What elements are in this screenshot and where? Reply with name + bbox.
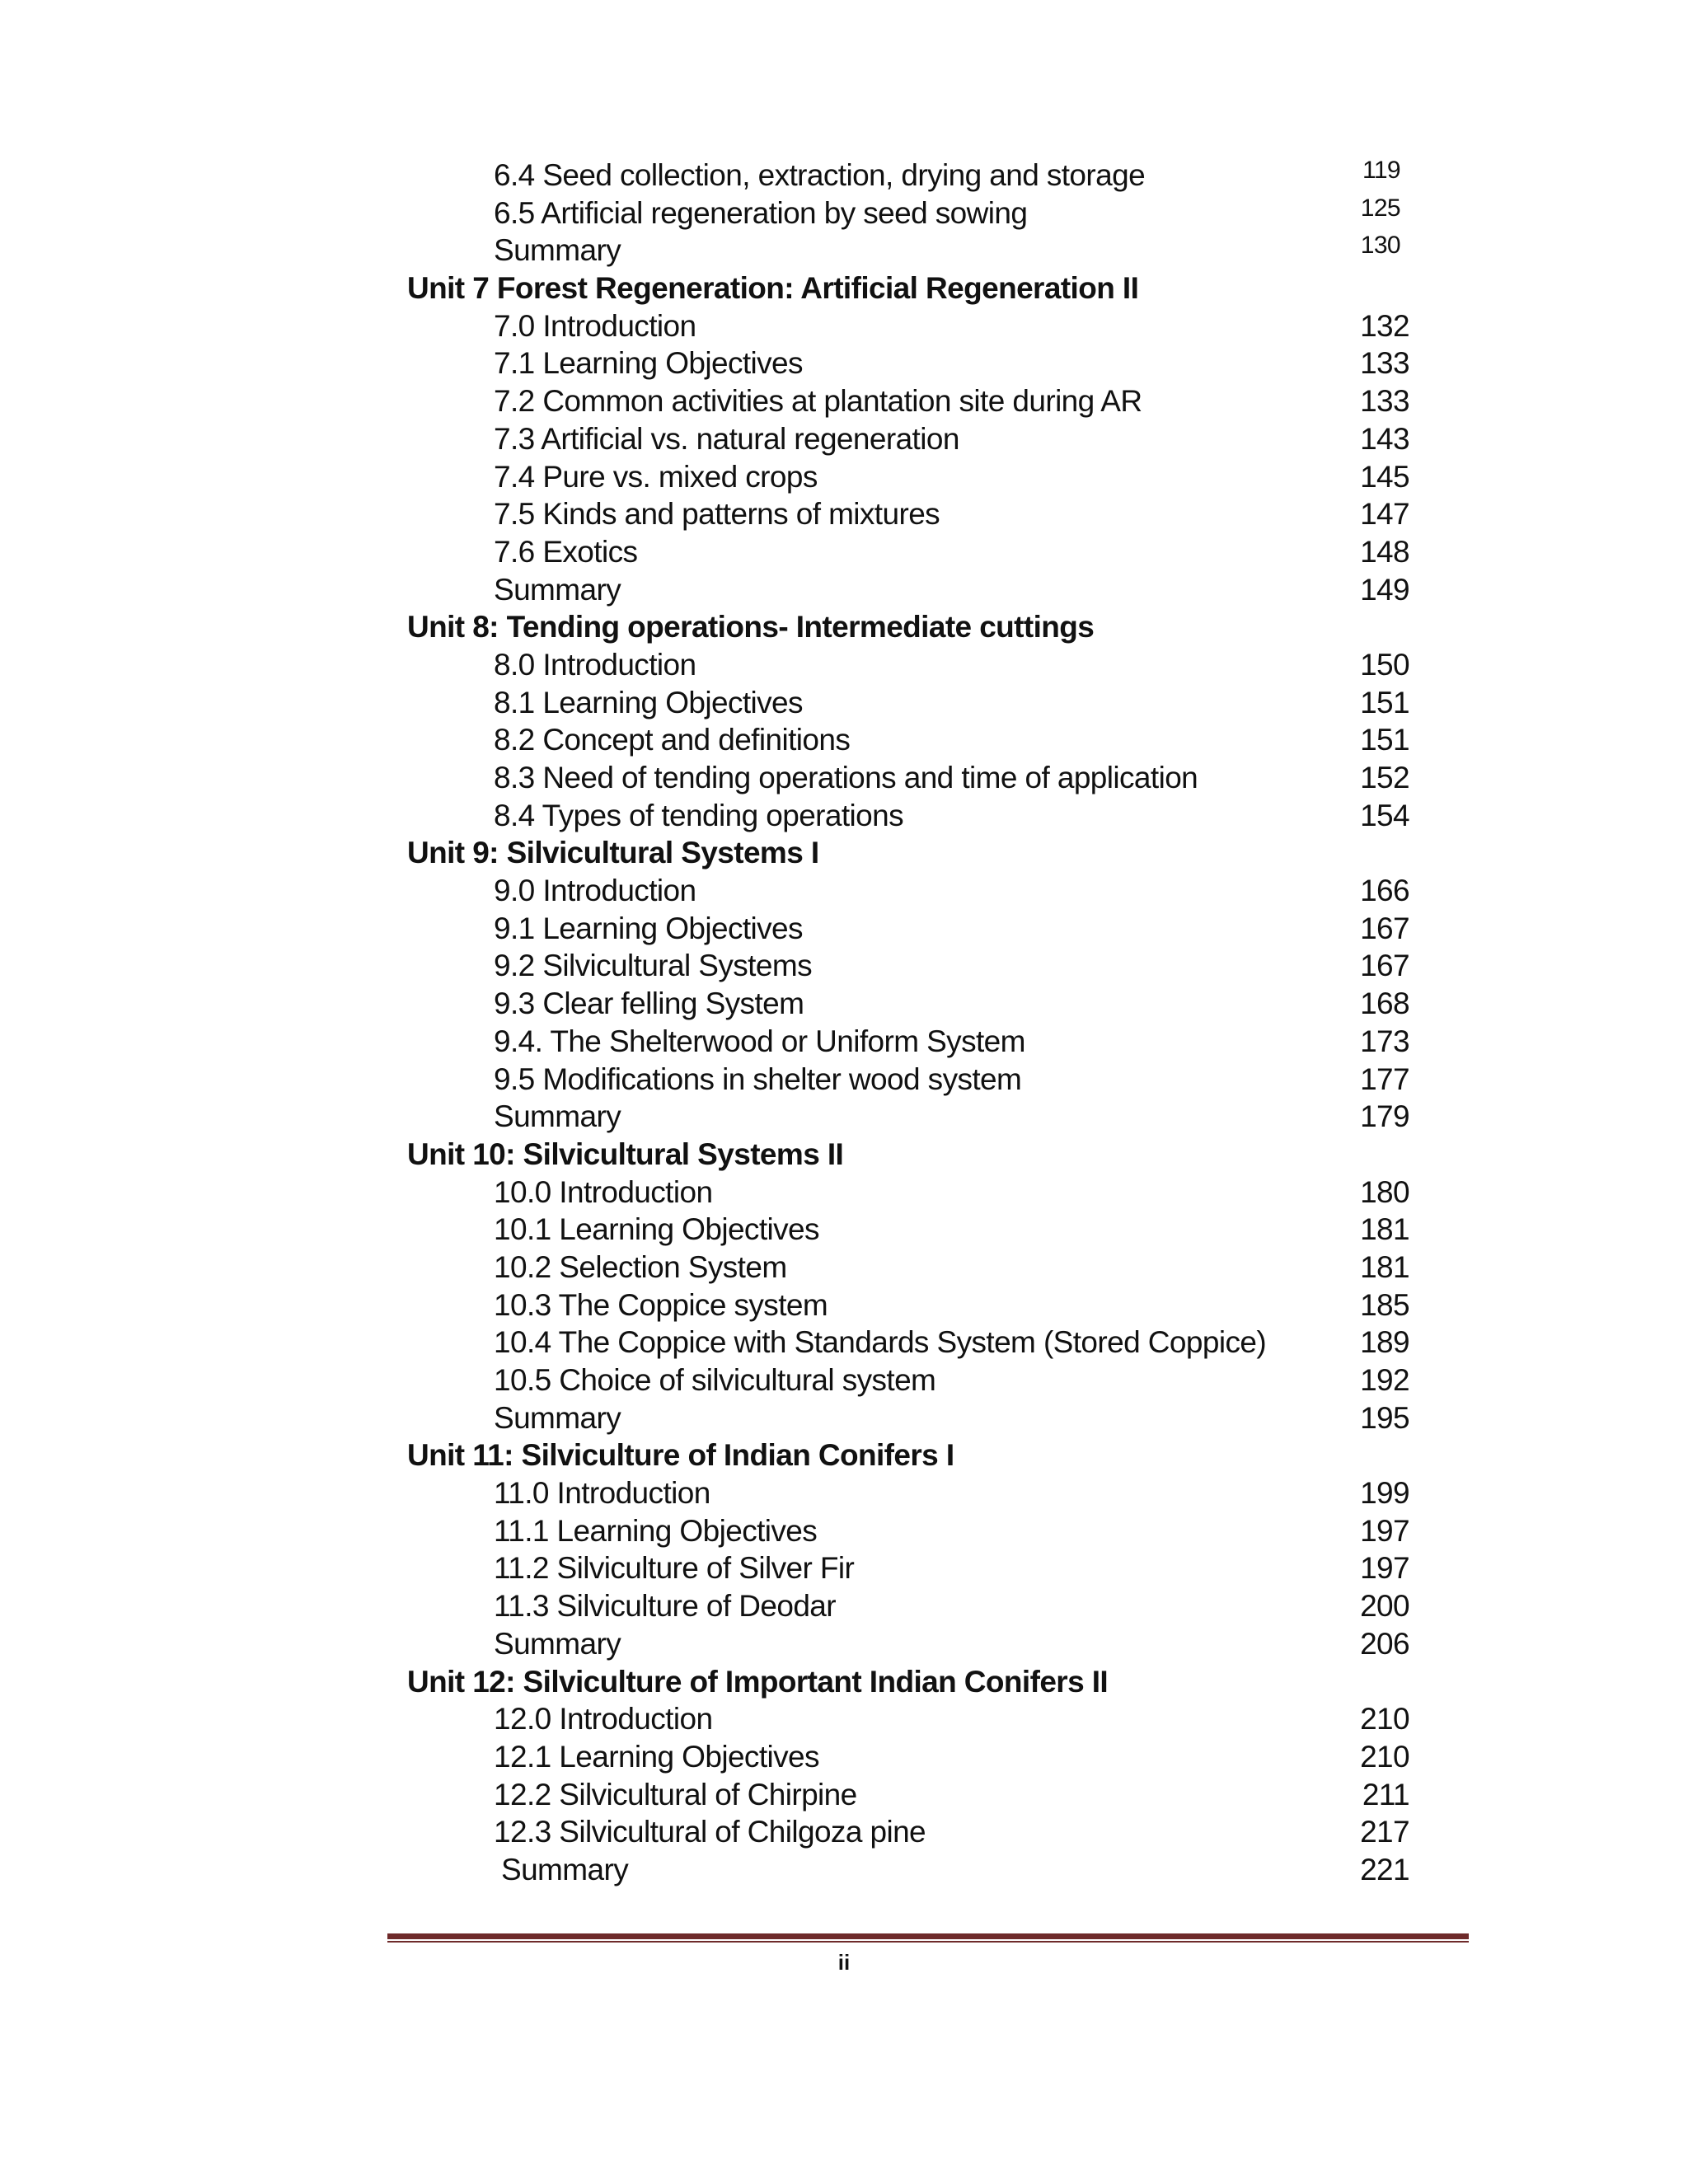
toc-page-number: 173 — [1360, 1024, 1409, 1058]
toc-entry — [407, 344, 1429, 382]
toc-entry — [407, 1324, 1429, 1361]
toc-entry-title: 9.3 Clear felling System — [494, 987, 804, 1021]
toc-entry — [407, 194, 1429, 232]
toc-page-number: 143 — [1360, 421, 1409, 456]
toc-entry — [407, 910, 1429, 948]
toc-page-number: 148 — [1360, 534, 1409, 569]
toc-entry-title: Summary — [494, 572, 621, 607]
toc-entry — [407, 1587, 1429, 1625]
toc-entry — [407, 646, 1429, 684]
toc-page-number: 166 — [1360, 874, 1409, 908]
toc-entry-title: 9.1 Learning Objectives — [494, 911, 803, 945]
toc-unit-heading — [407, 1436, 1429, 1474]
toc-entry — [407, 1399, 1429, 1437]
toc-page-number: 185 — [1360, 1287, 1409, 1322]
toc-page-number: 197 — [1360, 1551, 1409, 1586]
toc-entry — [407, 1700, 1429, 1738]
toc-entry — [407, 1249, 1429, 1286]
toc-page-number: 211 — [1362, 1777, 1409, 1811]
toc-entry — [407, 420, 1429, 458]
toc-page-number: 200 — [1360, 1589, 1409, 1624]
toc-entry-title: Summary — [494, 1400, 621, 1435]
toc-page-number: 217 — [1360, 1815, 1409, 1849]
toc-page-number: 133 — [1360, 384, 1409, 419]
footer-rule-thin — [387, 1941, 1469, 1943]
toc-entry — [407, 382, 1429, 420]
toc-page-number: 133 — [1360, 346, 1409, 381]
toc-entry — [407, 1813, 1429, 1851]
toc-entry — [407, 1211, 1429, 1249]
footer-page-number: ii — [837, 1950, 851, 1975]
toc-entry-title: 9.2 Silvicultural Systems — [494, 949, 812, 983]
toc-entry — [407, 1061, 1429, 1099]
toc-page-number: 119 — [1362, 157, 1400, 184]
toc-entry-title: 10.3 The Coppice system — [494, 1287, 828, 1322]
toc-entry-title: 11.0 Introduction — [494, 1476, 710, 1511]
toc-page-number: 147 — [1360, 497, 1409, 532]
toc-entry — [407, 1738, 1429, 1776]
toc-page-number: 167 — [1360, 949, 1409, 983]
toc-entry-title: 7.2 Common activities at plantation site during AR — [494, 384, 1142, 419]
toc-unit-title: Unit 12: Silviculture of Important Indian Conifers II — [407, 1664, 1109, 1699]
toc-entry-title: 8.0 Introduction — [494, 647, 696, 682]
toc-page-number: 145 — [1360, 459, 1409, 494]
toc-entry-title: 9.5 Modifications in shelter wood system — [494, 1062, 1022, 1096]
toc-entry-title: Summary — [494, 1099, 621, 1134]
toc-entry-title: 7.3 Artificial vs. natural regeneration — [494, 421, 959, 456]
toc-entry — [407, 1023, 1429, 1061]
toc-page-number: 181 — [1360, 1249, 1409, 1284]
toc-entry-title: 10.2 Selection System — [494, 1249, 787, 1284]
toc-entry — [407, 1549, 1429, 1587]
toc-page-number: 130 — [1360, 232, 1400, 260]
toc-entry — [407, 1512, 1429, 1550]
toc-entry — [407, 684, 1429, 722]
toc-page-number: 151 — [1360, 723, 1409, 757]
toc-entry — [407, 947, 1429, 985]
toc-page-number: 168 — [1360, 987, 1409, 1021]
toc-page-number: 181 — [1360, 1212, 1409, 1247]
toc-unit-title: Unit 9: Silvicultural Systems I — [407, 836, 819, 870]
toc-page-number: 206 — [1360, 1626, 1409, 1661]
toc-unit-heading — [407, 1136, 1429, 1174]
toc-entry — [407, 1474, 1429, 1512]
toc-entry-title: 11.2 Silviculture of Silver Fir — [494, 1551, 855, 1586]
toc-entry — [407, 458, 1429, 496]
toc-entry-title: 10.0 Introduction — [494, 1174, 713, 1209]
toc-page-number: 167 — [1360, 911, 1409, 945]
toc-entry-title: 9.0 Introduction — [494, 874, 696, 908]
toc-entry-title: 10.4 The Coppice with Standards System (Stored Coppice) — [494, 1325, 1267, 1360]
toc-entry — [407, 985, 1429, 1023]
toc-entry — [407, 232, 1429, 269]
toc-entry — [407, 1098, 1429, 1136]
toc-page-number: 150 — [1360, 647, 1409, 682]
toc-page-number: 197 — [1360, 1513, 1409, 1548]
toc-entry — [407, 157, 1429, 194]
toc-entry-title: 12.3 Silvicultural of Chilgoza pine — [494, 1815, 926, 1849]
toc-entry-title: 8.4 Types of tending operations — [494, 798, 904, 832]
toc-entry — [407, 872, 1429, 910]
toc-entry-title: 11.3 Silviculture of Deodar — [494, 1589, 837, 1624]
toc-entry-title: 7.6 Exotics — [494, 534, 638, 569]
toc-unit-title: Unit 10: Silvicultural Systems II — [407, 1137, 844, 1171]
toc-unit-title: Unit 11: Silviculture of Indian Conifers I — [407, 1438, 954, 1473]
toc-unit-heading — [407, 269, 1429, 307]
toc-unit-title: Unit 8: Tending operations- Intermediate cuttings — [407, 610, 1095, 644]
toc-entry-title: 7.5 Kinds and patterns of mixtures — [494, 497, 940, 532]
toc-entry-title: Summary — [494, 233, 621, 268]
toc-unit-heading — [407, 1663, 1429, 1701]
toc-entry-title: 11.1 Learning Objectives — [494, 1513, 818, 1548]
toc-entry — [407, 1361, 1429, 1399]
toc-page-number: 132 — [1360, 308, 1409, 343]
toc-page-number: 199 — [1360, 1476, 1409, 1511]
table-of-contents — [407, 157, 1429, 1889]
toc-entry — [407, 533, 1429, 571]
toc-entry-title: 6.4 Seed collection, extraction, drying and storage — [494, 158, 1146, 192]
toc-unit-heading — [407, 834, 1429, 872]
toc-entry — [407, 1776, 1429, 1814]
toc-unit-heading — [407, 608, 1429, 646]
footer-rule — [387, 1933, 1469, 1943]
toc-entry — [407, 495, 1429, 533]
toc-entry-title: Summary — [494, 1626, 621, 1661]
toc-page-number: 221 — [1360, 1852, 1409, 1886]
toc-entry — [407, 1286, 1429, 1324]
toc-entry-title: 6.5 Artificial regeneration by seed sowing — [494, 195, 1028, 230]
footer-rule-thick — [387, 1933, 1469, 1939]
toc-page-number: 151 — [1360, 685, 1409, 719]
toc-unit-title: Unit 7 Forest Regeneration: Artificial Regeneration II — [407, 271, 1139, 306]
toc-entry — [407, 1851, 1429, 1889]
toc-entry-title: 9.4. The Shelterwood or Uniform System — [494, 1024, 1025, 1058]
toc-page-number: 192 — [1360, 1363, 1409, 1397]
toc-page-number: 210 — [1360, 1702, 1409, 1736]
toc-page-number: 152 — [1360, 761, 1409, 794]
toc-entry — [407, 759, 1429, 797]
toc-entry-title: 8.1 Learning Objectives — [494, 685, 803, 719]
toc-entry — [407, 1625, 1429, 1663]
toc-entry — [407, 307, 1429, 345]
toc-page-number: 189 — [1360, 1325, 1409, 1360]
toc-entry-title: 7.0 Introduction — [494, 308, 696, 343]
toc-page-number: 195 — [1360, 1400, 1409, 1435]
toc-entry-title: 12.1 Learning Objectives — [494, 1739, 819, 1774]
toc-page-number: 154 — [1360, 798, 1409, 832]
toc-entry-title: 7.1 Learning Objectives — [494, 346, 803, 381]
toc-entry — [407, 721, 1429, 759]
toc-entry-title: 8.3 Need of tending operations and time of application — [494, 761, 1198, 794]
toc-entry-title: 10.1 Learning Objectives — [494, 1212, 819, 1247]
toc-entry — [407, 797, 1429, 835]
toc-entry-title: 7.4 Pure vs. mixed crops — [494, 459, 818, 494]
toc-page-number: 210 — [1360, 1739, 1409, 1774]
toc-entry-title: 12.0 Introduction — [494, 1702, 713, 1736]
toc-page-number: 125 — [1360, 194, 1400, 222]
toc-entry — [407, 571, 1429, 609]
toc-page-number: 177 — [1360, 1062, 1409, 1096]
toc-entry — [407, 1174, 1429, 1212]
toc-entry-title: Summary — [501, 1852, 629, 1886]
toc-entry-title: 8.2 Concept and definitions — [494, 723, 851, 757]
toc-page-number: 149 — [1360, 572, 1409, 607]
toc-page-number: 180 — [1360, 1174, 1409, 1209]
toc-entry-title: 12.2 Silvicultural of Chirpine — [494, 1777, 857, 1811]
toc-entry-title: 10.5 Choice of silvicultural system — [494, 1363, 936, 1397]
toc-page-number: 179 — [1360, 1099, 1409, 1134]
